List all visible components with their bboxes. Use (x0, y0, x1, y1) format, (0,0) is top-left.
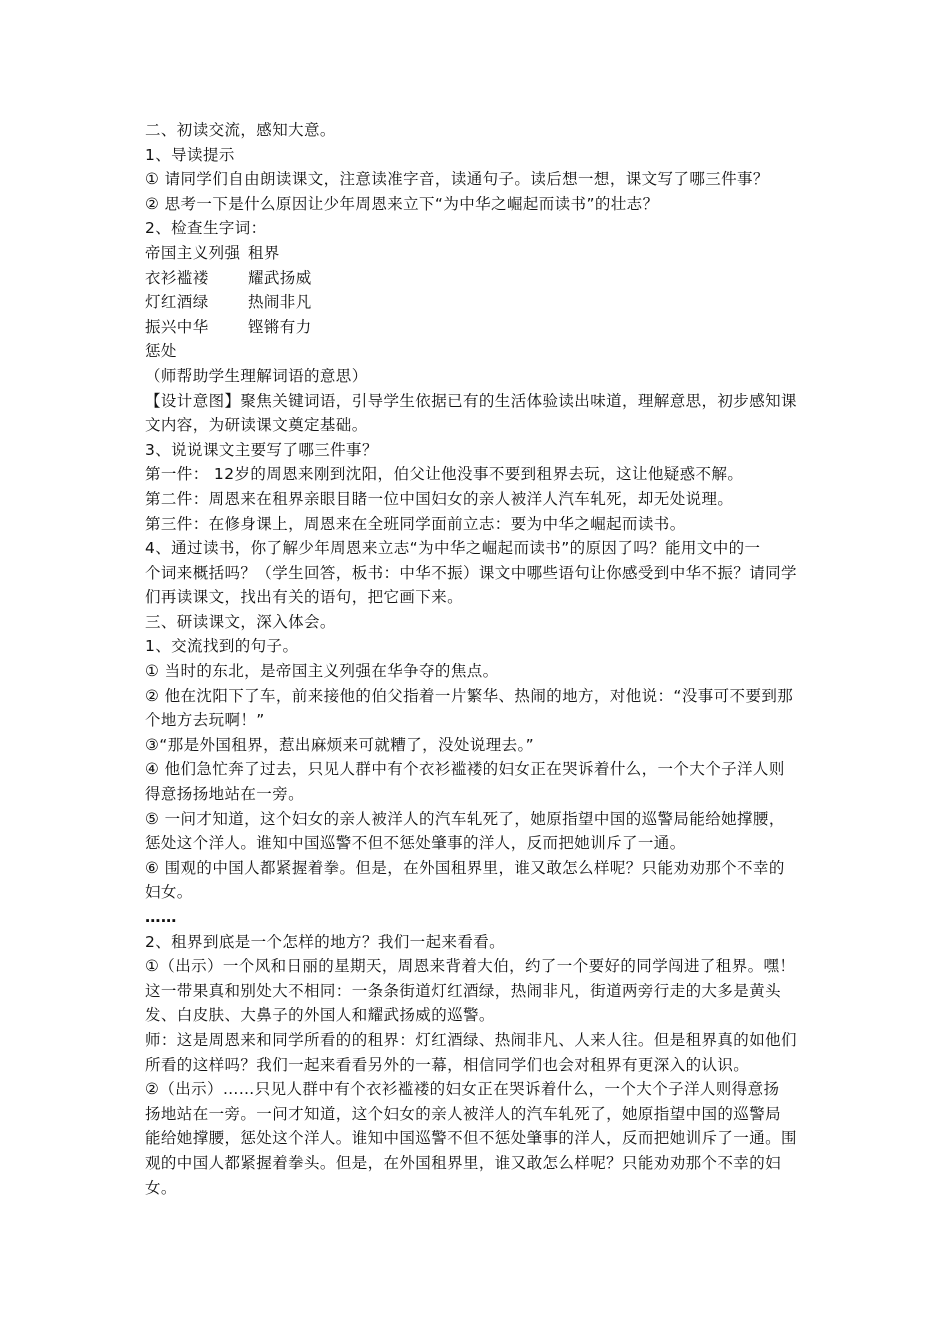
vocab-word: 衣衫褴褛 (145, 268, 209, 287)
subheading: 2、检查生字词： (145, 219, 267, 238)
text-line: 发、白皮肤、大鼻子的外国人和耀武扬威的巡警。 (145, 1006, 495, 1025)
text-line: ①（出示）一个风和日丽的星期天，周恩来背着大伯，约了一个要好的同学闯进了租界。嘿！ (145, 957, 796, 976)
text-line: （师帮助学生理解词语的意思） (145, 366, 368, 385)
vocab-word: 热闹非凡 (248, 293, 312, 312)
text-line: 第三件：在修身课上，周恩来在全班同学面前立志：要为中华之崛起而读书。 (145, 514, 686, 533)
subheading: 4、通过读书，你了解少年周恩来立志“为中华之崛起而读书”的原因了吗？能用文中的一 (145, 539, 761, 558)
text-line: 女。 (145, 1178, 177, 1197)
vocab-word: 耀武扬威 (248, 268, 312, 287)
text-line: 个地方去玩啊！” (145, 711, 265, 730)
text-line: ⑤ 一问才知道，这个妇女的亲人被洋人的汽车轧死了，她原指望中国的巡警局能给她撑腰， (145, 809, 785, 828)
design-intent-line: 【设计意图】聚焦关键词语，引导学生依据已有的生活体验读出味道，理解意思，初步感知课 (145, 391, 797, 410)
document-body (145, 118, 825, 1200)
text-line: 们再读课文，找出有关的语句，把它画下来。 (145, 588, 464, 607)
text-line: 惩处这个洋人。谁知中国巡警不但不惩处肇事的洋人，反而把她训斥了一通。 (145, 834, 686, 853)
vocab-word: 租界 (248, 243, 280, 262)
text-line: 第一件： 12岁的周恩来刚到沈阳，伯父让他没事不要到租界去玩，这让他疑惑不解。 (145, 465, 744, 484)
vocab-row (145, 290, 825, 315)
vocab-word: 帝国主义列强 (145, 243, 241, 262)
text-line: 妇女。 (145, 883, 193, 902)
text-line: 所看的这样吗？我们一起来看看另外的一幕，相信同学们也会对租界有更深入的认识。 (145, 1055, 750, 1074)
text-line: ① 当时的东北，是帝国主义列强在华争夺的焦点。 (145, 662, 499, 681)
subheading: 3、说说课文主要写了哪三件事？ (145, 440, 378, 459)
section-heading: 三、研读课文，深入体会。 (145, 612, 336, 631)
text-line: ③“那是外国租界，惹出麻烦来可就糟了，没处说理去。” (145, 735, 535, 754)
text-line: 个词来概括吗？（学生回答，板书：中华不振）课文中哪些语句让你感受到中华不振？请同学 (145, 563, 797, 582)
ellipsis-line: …… (145, 908, 177, 926)
text-line: ① 请同学们自由朗读课文，注意读准字音，读通句子。读后想一想，课文写了哪三件事？ (145, 170, 769, 189)
vocab-word: 振兴中华 (145, 317, 209, 336)
text-line: 得意扬扬地站在一旁。 (145, 785, 305, 804)
text-line: 观的中国人都紧握着拳头。但是，在外国租界里，谁又敢怎么样呢？只能劝劝那个不幸的妇 (145, 1153, 782, 1172)
text-line: ②（出示）……只见人群中有个衣衫褴褛的妇女正在哭诉着什么，一个大个子洋人则得意扬 (145, 1080, 780, 1099)
text-line: 这一带果真和别处大不相同：一条条街道灯红酒绿，热闹非凡，街道两旁行走的大多是黄头 (145, 981, 782, 1000)
subheading: 1、导读提示 (145, 145, 235, 164)
text-line: 文内容，为研读课文奠定基础。 (145, 416, 368, 435)
text-line: 能给她撑腰，惩处这个洋人。谁知中国巡警不但不惩处肇事的洋人，反而把她训斥了一通。围 (145, 1129, 797, 1148)
vocab-row (145, 315, 825, 340)
vocab-row (145, 241, 825, 266)
subheading: 2、租界到底是一个怎样的地方？我们一起来看看。 (145, 932, 506, 951)
text-line: ② 思考一下是什么原因让少年周恩来立下“为中华之崛起而读书”的壮志？ (145, 194, 659, 213)
vocab-word: 铿锵有力 (248, 317, 312, 336)
vocab-word: 惩处 (145, 342, 177, 361)
text-line: 扬地站在一旁。一问才知道，这个妇女的亲人被洋人的汽车轧死了，她原指望中国的巡警局 (145, 1104, 782, 1123)
section-heading: 二、初读交流，感知大意。 (145, 121, 336, 139)
text-line: ⑥ 围观的中国人都紧握着拳。但是，在外国租界里，谁又敢怎么样呢？只能劝劝那个不幸的 (145, 858, 785, 877)
text-line: ② 他在沈阳下了车，前来接他的伯父指着一片繁华、热闹的地方，对他说：“没事可不要到那 (145, 686, 794, 705)
text-line: 第二件：周恩来在租界亲眼目睹一位中国妇女的亲人被洋人汽车轧死，却无处说理。 (145, 489, 734, 508)
subheading: 1、交流找到的句子。 (145, 637, 299, 656)
text-line: 师：这是周恩来和同学所看的的租界：灯红酒绿、热闹非凡、人来人往。但是租界真的如他们 (145, 1030, 797, 1049)
vocab-row (145, 266, 825, 291)
text-line: ④ 他们急忙奔了过去，只见人群中有个衣衫褴褛的妇女正在哭诉着什么，一个大个子洋人则 (145, 760, 785, 779)
vocab-word: 灯红酒绿 (145, 293, 209, 312)
